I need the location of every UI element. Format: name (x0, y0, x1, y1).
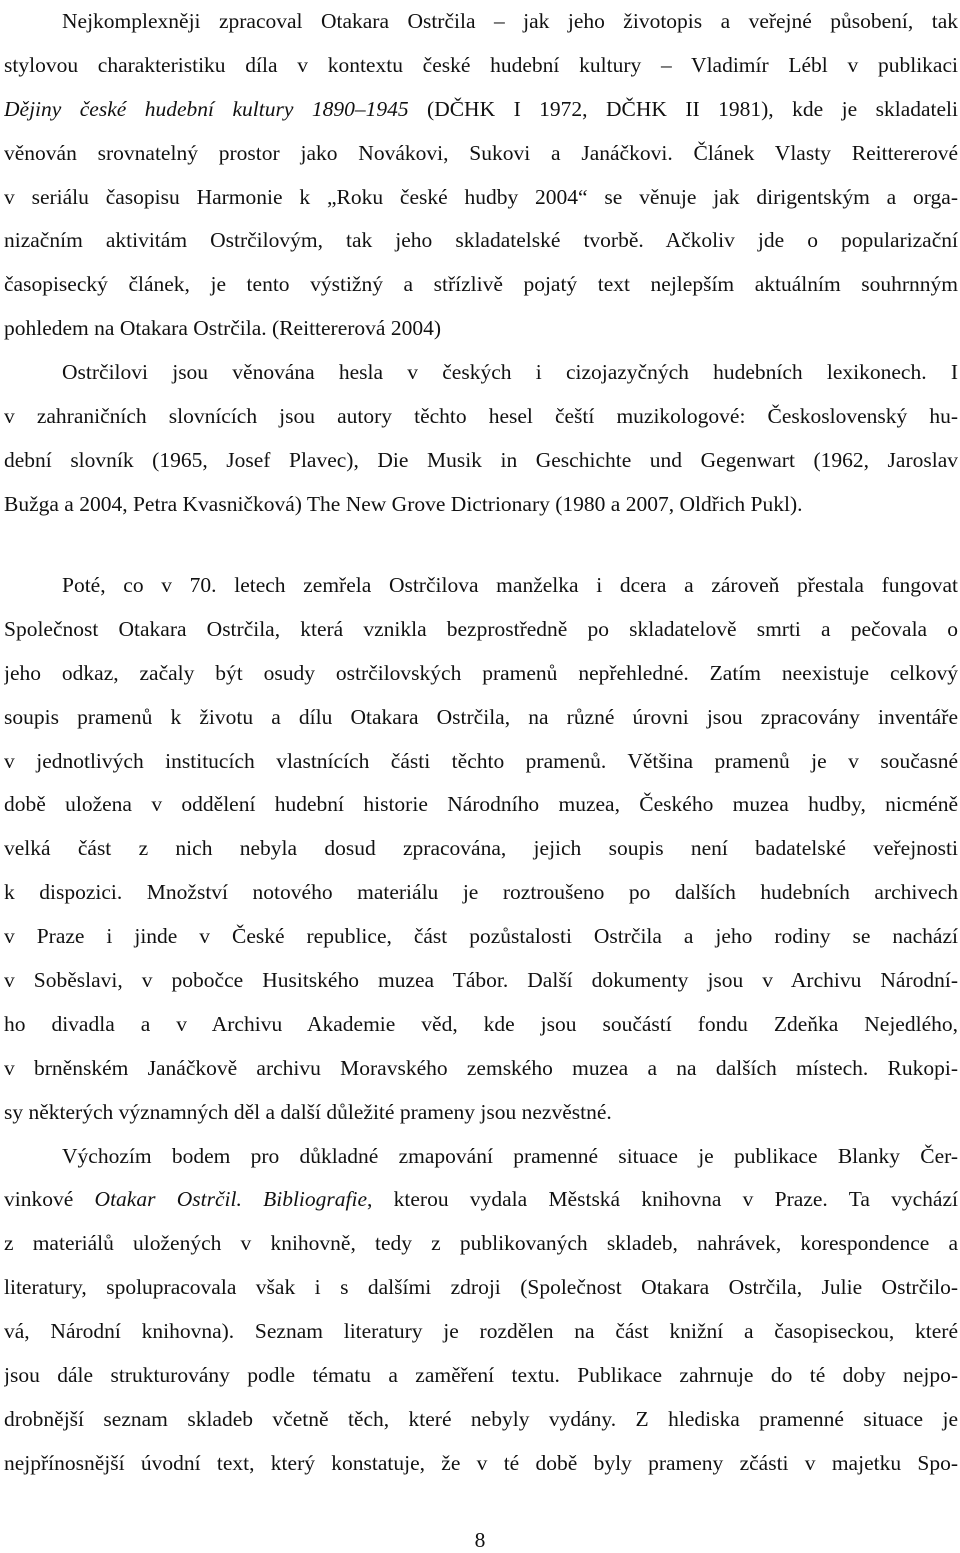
text-line: v zahraničních slovnících jsou autory těchto hesel čeští muzikologové: Československý hu- (4, 404, 958, 429)
text-block-1 (4, 0, 958, 527)
text-line: k dispozici. Množství notového materiálu je roztroušeno po dalších hudebních archivech (4, 880, 958, 905)
text-line: nejpřínosnější úvodní text, který konstatuje, že v té době byly prameny zčásti v majetku Spo- (4, 1450, 958, 1475)
text-line: ho divadla a v Archivu Akademie věd, kde jsou součástí fondu Zdeňka Nejedlého, (4, 1011, 958, 1036)
text-line: v brněnském Janáčkově archivu Moravského zemského muzea a na dalších místech. Rukopi- (4, 1055, 958, 1080)
text-line (4, 1178, 958, 1222)
text-segment: (DČHK I 1972, DČHK II 1981), kde je skladateli (408, 96, 958, 121)
text-line: dební slovník (1965, Josef Plavec), Die Musik in Geschichte und Gegenwart (1962, Jaroslav (4, 447, 958, 472)
text-line: sy některých významných děl a další důležité prameny jsou nezvěstné. (4, 1099, 612, 1124)
text-line: Společnost Otakara Ostrčila, která vznikla bezprostředně po skladatelově smrti a pečovala o (4, 616, 958, 641)
text-line: pohledem na Otakara Ostrčila. (Reittererová 2004) (4, 316, 441, 341)
italic-title: Dějiny české hudební kultury 1890–1945 (4, 96, 409, 121)
text-line (4, 88, 958, 132)
text-line: z materiálů uložených v knihovně, tedy z publikovaných skladeb, nahrávek, korespondence a (4, 1231, 958, 1256)
text-line: Ostrčilovi jsou věnována hesla v českých i cizojazyčných hudebních lexikonech. I (62, 360, 958, 385)
text-line: Poté, co v 70. letech zemřela Ostrčilova manželka i dcera a zároveň přestala fungovat (62, 573, 958, 597)
page-number: 8 (474, 1528, 486, 1552)
text-block-2 (4, 564, 958, 1486)
text-line: věnován srovnatelný prostor jako Novákovi, Sukovi a Janáčkovi. Článek Vlasty Reittererové (4, 140, 958, 165)
text-line: v seriálu časopisu Harmonie k „Roku české hudby 2004“ se věnuje jak dirigentským a orga- (4, 184, 958, 209)
text-line: v jednotlivých institucích vlastnících části těchto pramenů. Většina pramenů je v současné (4, 748, 958, 773)
text-line: velká část z nich nebyla dosud zpracována, jejich soupis není badatelské veřejnosti (4, 836, 958, 861)
text-line: drobnější seznam skladeb včetně těch, které nebyly vydány. Z hlediska pramenné situace je (4, 1406, 958, 1431)
text-line: v Praze i jinde v České republice, část pozůstalosti Ostrčila a jeho rodiny se nachází (4, 924, 958, 949)
italic-title: Otakar Ostrčil. Bibliografie (94, 1187, 368, 1212)
text-line: vá, Národní knihovna). Seznam literatury je rozdělen na část knižní a časopiseckou, které (4, 1319, 958, 1344)
text-line: stylovou charakteristiku díla v kontextu české hudební kultury – Vladimír Lébl v publikaci (4, 52, 958, 77)
text-line: časopisecký článek, je tento výstižný a střízlivě pojatý text nejlepším aktuálním souhrnným (4, 272, 958, 297)
text-line: soupis pramenů k životu a dílu Otakara Ostrčila, na různé úrovni jsou zpracovány inventáře (4, 704, 958, 729)
text-segment: , kterou vydala Městská knihovna v Praze. Ta vychází (367, 1187, 958, 1212)
text-line: době uložena v oddělení hudební historie Národního muzea, Českého muzea hudby, nicméně (4, 792, 958, 817)
text-line: Nejkomplexněji zpracoval Otakara Ostrčila – jak jeho životopis a veřejné působení, tak (62, 9, 958, 33)
text-line: jeho odkaz, začaly být osudy ostrčilovských pramenů nepřehledné. Zatím neexistuje celkový (4, 660, 958, 685)
text-line: Výchozím bodem pro důkladné zmapování pramenné situace je publikace Blanky Čer- (62, 1143, 958, 1168)
text-line: literatury, spolupracovala však i s dalšími zdroji (Společnost Otakara Ostrčila, Julie Ostrčilo- (4, 1275, 958, 1300)
text-line: jsou dále strukturovány podle tématu a zaměření textu. Publikace zahrnuje do té doby nejpo- (4, 1363, 958, 1388)
text-line: Bužga a 2004, Petra Kvasničková) The New Grove Dictrionary (1980 a 2007, Oldřich Pukl). (4, 491, 803, 516)
text-line: nizačním aktivitám Ostrčilovým, tak jeho skladatelské tvorbě. Ačkoliv jde o popularizační (4, 228, 958, 253)
text-line: v Soběslavi, v pobočce Husitského muzea Tábor. Další dokumenty jsou v Archivu Národní- (4, 968, 958, 993)
text-segment: vinkové (4, 1187, 95, 1212)
